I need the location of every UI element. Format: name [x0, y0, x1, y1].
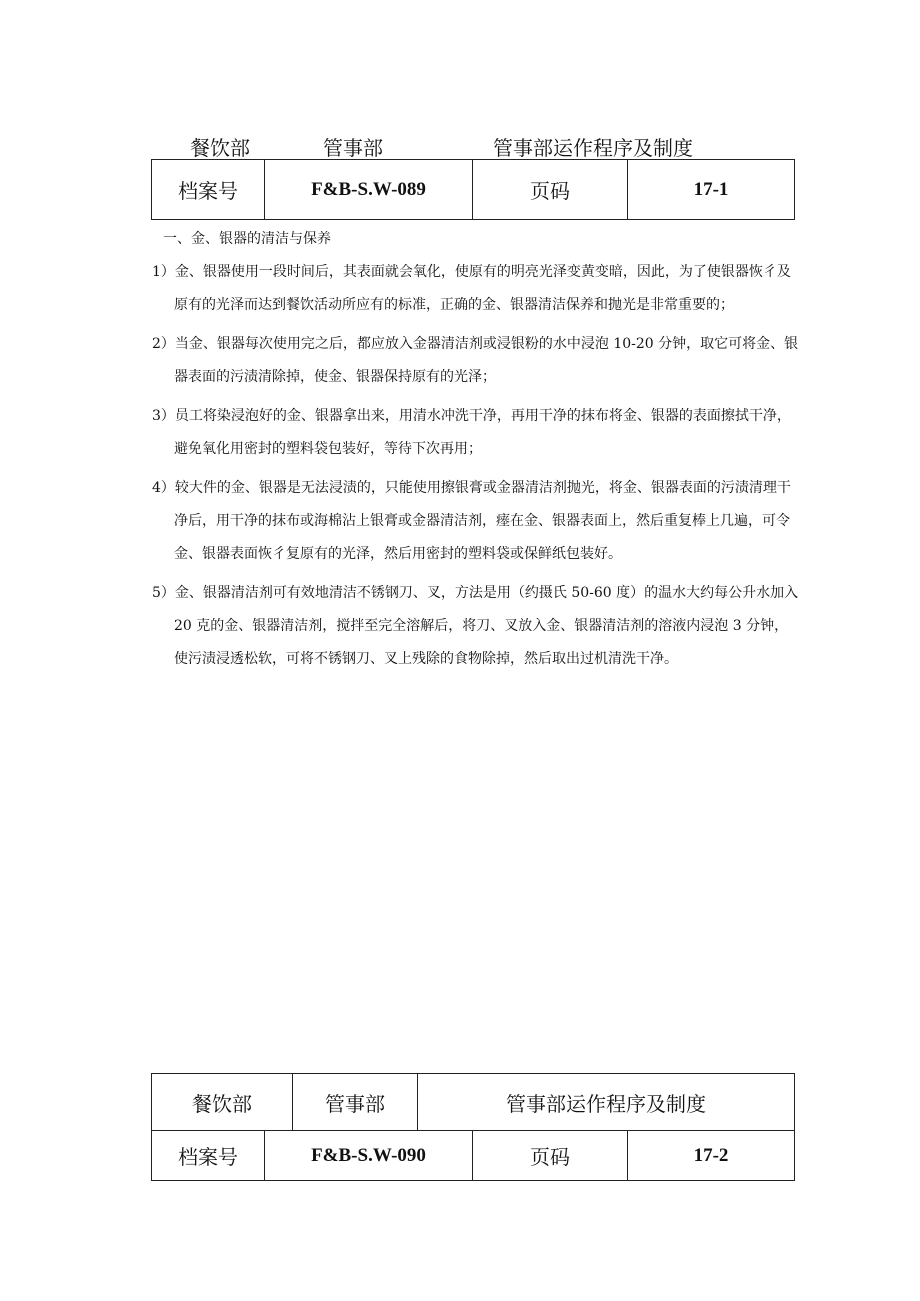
- page2-section: 管事部: [293, 1074, 418, 1131]
- list-item: 3）员工将染浸泡好的金、银器拿出来，用清水冲洗干净，再用干净的抹布将金、银器的表面擦拭干净，避免氧化用密封的塑料袋包装好，等待下次再用；: [152, 408, 791, 457]
- page2-page-label: 页码: [473, 1131, 628, 1181]
- page2-header-table: [151, 1073, 795, 1181]
- page1-page-no: 17-1: [628, 160, 795, 220]
- page1-page-label: 页码: [473, 160, 628, 220]
- procedure-list: [152, 256, 802, 682]
- list-item: 2）当金、银器每次使用完之后，都应放入金器清洁剂或浸银粉的水中浸泡 10-20 分钟，取它可将金、银器表面的污渍清除掉，使金、银器保持原有的光泽；: [152, 336, 799, 385]
- page2-file-no-label: 档案号: [152, 1131, 265, 1181]
- page1-info-table: [151, 159, 795, 220]
- page2-page-no: 17-2: [628, 1131, 795, 1181]
- list-item: 5）金、银器清洁剂可有效地清洁不锈钢刀、叉，方法是用（约摄氏 50-60 度）的温水大约每公升水加入 20 克的金、银器清洁剂，搅拌至完全溶解后，将刀、叉放入金、银器清洁剂的溶液内浸泡 3 分钟，使污渍浸透松软，可将不锈钢刀、叉上残除的食物除掉，然后取出过机清洗干净。: [152, 585, 799, 667]
- page2-department: 餐饮部: [152, 1074, 293, 1131]
- page1-section: 管事部: [323, 136, 383, 160]
- page1-file-no-label: 档案号: [152, 160, 265, 220]
- page1-department: 餐饮部: [190, 136, 250, 160]
- page1-file-no: F&B-S.W-089: [265, 160, 473, 220]
- section-title: 一、金、银器的清洁与保养: [163, 231, 331, 247]
- page1-doc-title: 管事部运作程序及制度: [493, 136, 693, 160]
- list-item: 1）金、银器使用一段时间后，其表面就会氧化，使原有的明亮光泽变黄变暗，因此，为了使银器恢彳及原有的光泽而达到餐饮活动所应有的标准，正确的金、银器清洁保养和抛光是非常重要的；: [152, 264, 791, 313]
- list-item: 4）较大件的金、银器是无法浸渍的，只能使用擦银膏或金器清洁剂抛光，将金、银器表面的污渍清理干净后，用干净的抹布或海棉沾上银膏或金器清洁剂，瘗在金、银器表面上，然后重复棒上几遍，可令金、银器表面恢彳复原有的光泽，然后用密封的塑料袋或保鲜纸包装好。: [152, 480, 791, 562]
- page1-header: [0, 128, 920, 160]
- page2-file-no: F&B-S.W-090: [265, 1131, 473, 1181]
- page2-doc-title: 管事部运作程序及制度: [418, 1074, 795, 1131]
